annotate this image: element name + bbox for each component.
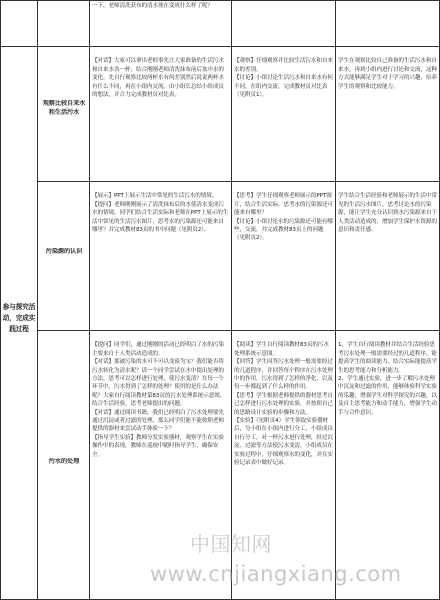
row3-label-cell xyxy=(40,458,88,478)
column-divider xyxy=(335,0,336,600)
row3-teacher-text: 【提问】同学们，通过刚刚的活动已经明白了水的污染主要来自于人类活动造成的。 【对话】那被污染的水可不可以变废为宝？我们能否将污水转化为清水呢？请一个同学尝试在水中提出处理的方法，思考可以怎样进行处理，使污水变清？在每一个环节中，污水得到了怎样的处理？使用的是什么办法呢？大家自行阅读教材第83页的污水处理系统示意图，结合生活经验，思考老师提出的问题。 【对话】通过阅读书籍，我们已经明白了污水处理要先通过沉淀或者过滤的处理，那么同学们能不能按照老师提供的器材来尝试动手体验一下？ 【指导学生实验】教师分发实验器材，观察学生在实验操作中的表现，教师在巡视中随时指导学生，确保安全。 xyxy=(92,342,226,458)
row3-intent-text: 1、学生自行阅读教材并结合生活经验思考污水处理一般需要经过的几道程序，能提高学生的阅读能力，结合实际能提高学生的思考能力和分析能力。 2、学生通过实验，进一步了解污水处理中沉淀和过滤的作用，能够体验科学实验的乐趣，增强学生对科学探究的兴趣，以及自主思考能力和动手能力，增强学生动手与合作意识。 xyxy=(338,342,437,416)
row1-teacher-cell xyxy=(92,49,229,179)
row1-label: 观察比较自来水和生活污水 xyxy=(42,100,86,116)
watermark-cn: 中国知网 xyxy=(190,532,272,556)
table-border-left xyxy=(0,0,1,600)
column-divider xyxy=(231,0,232,600)
row3-intent-cell xyxy=(338,333,437,597)
row1-student-text: 【观察】仔细观察并比较生活污水和自来水的差别。 【讨论】小组讨论生活污水和自来水有何不同，在组内交流，完成教材页对比表（见附页1）。 xyxy=(234,58,333,99)
row1-teacher-text: 【对话】大家可以拿出老师事先让大家准备的生活污水和自来水各一杯，结合刚刚老师清洗抹布前后盆中水的变化，先自行观察比较两杯水有何差别然后说说两杯水有什么不同，再在小组内交流，由小组长总结小组成员的想法，并合力完成教材页对比表。 xyxy=(92,58,224,99)
column-divider xyxy=(89,0,90,600)
row-divider xyxy=(37,181,440,182)
row3-label: 污水的处理 xyxy=(48,458,80,465)
row2-teacher-text: 【展示】PPT上展示生活中常见的生活污水的情境。 【提问】老师刚刚展示了清洗抹布后的水使清水变成污水的情境，同学们结合生活实际和老师在PPT上展示的生活中常见的生活污水图片，思考水的污染源还可能来自哪里？并完成教材83页的书中问题（见附页2）。 xyxy=(92,193,229,234)
section-label-cell xyxy=(2,302,36,402)
row1-label-cell xyxy=(40,100,88,140)
row1-student-cell xyxy=(234,49,333,179)
row1-intent-cell xyxy=(338,49,437,179)
row2-intent-cell xyxy=(338,184,437,328)
row2-student-text: 【思考】学生仔细观察老师展示的PPT图片，结合生活实际，思考水的污染源还可能来自哪里？ 【讨论】小组讨论水的污染源还可能有哪些，交流，并完成教材83页上的问题（见附页2）。 xyxy=(234,193,333,242)
top-row-teacher-cell xyxy=(92,2,228,42)
row3-teacher-cell xyxy=(92,333,229,597)
row2-teacher-cell xyxy=(92,184,229,328)
row2-label: 污染源的认识 xyxy=(45,248,83,255)
row3-student-text: 【阅读】学生自行阅读教材83页的污水处理系统示意图。 【回答】学生回答污水处理一般需要经过的几道程序，并回答每个程序在污水处理中的作用，污水得到了怎样的净化，以及每一步都起到了什么样的作用。 【思考】学生根据老师提供的器材思考自己怎样进行污水处理的实验，并按照自己的思路设计实验的步骤和方法。 【实验】（见附页4）学生领取实验器材后，分小组在小组内进行分工，小组成员自行分工，对一杯污水进行处理，经过沉淀、过滤等方法使污水变清。小组成员在实验过程中，仔细观察水的变化，并在实验记录表中做好记录。 xyxy=(234,342,333,467)
row2-label-cell xyxy=(40,248,88,268)
row-divider xyxy=(0,46,440,47)
column-divider xyxy=(37,0,38,600)
row3-student-cell xyxy=(234,333,333,597)
watermark-url: www.cnjiangxiang.com xyxy=(150,562,402,586)
row2-student-cell xyxy=(234,184,333,328)
row-divider xyxy=(37,330,440,331)
row2-intent-text: 学生结合生活经验和老师展示的生活中常见的生活污水图片，思考讨论水的污染源，能让学生充分认识到水污染源来自于人类活动造成的，增加学生保护水资源的意识和责任感。 xyxy=(338,193,437,234)
row1-intent-text: 学生在观察比较自己准备的生活污水和自来水，再到小组内进行讨论和交流，这种方式能够满足学生对于学习的兴趣，培养学生的观察和比较能力。 xyxy=(338,58,437,90)
section-label: 参与探究活动，完成实践过程 xyxy=(2,303,36,333)
table-border-top xyxy=(0,0,440,1)
top-row-text: 一下，老师清洗获布的清水现在变成什么样了呢？ xyxy=(92,3,213,9)
